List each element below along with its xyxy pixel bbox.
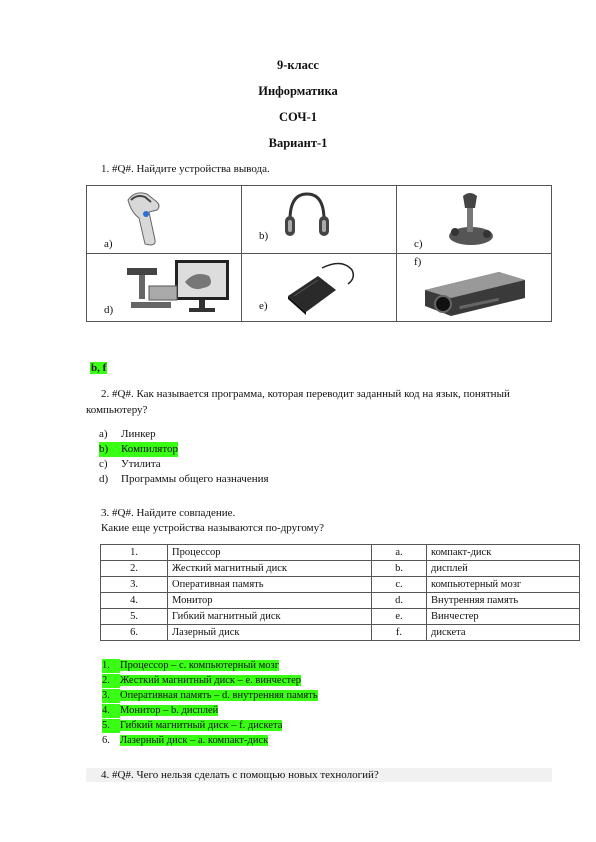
- matching-table: [100, 544, 580, 641]
- cell-b: [242, 186, 397, 254]
- match-letter: e.: [372, 609, 427, 625]
- grade-title: 9-класс: [277, 58, 319, 72]
- table-row: [101, 625, 580, 641]
- external-hard-drive-icon: [282, 256, 362, 316]
- q1-answer: b, f: [91, 362, 107, 374]
- q3-answer-item: 1. Процессор – c. компьютерный мозг: [102, 660, 279, 671]
- exam-title: СОЧ-1: [278, 110, 318, 124]
- projector-icon: [419, 266, 529, 318]
- question-2-line2: компьютеру?: [86, 404, 148, 416]
- match-letter: a.: [372, 545, 427, 561]
- row-number: 5.: [101, 609, 168, 625]
- question-1-text: 1. #Q#. Найдите устройства вывода.: [101, 163, 270, 175]
- alt-name: дисплей: [427, 561, 580, 577]
- table-row: [101, 561, 580, 577]
- label-f: f): [414, 256, 422, 268]
- device-name: Гибкий магнитный диск: [168, 609, 372, 625]
- cell-c: [397, 186, 552, 254]
- match-letter: d.: [372, 593, 427, 609]
- row-number: 3.: [101, 577, 168, 593]
- q3-answer-item: 6. Лазерный диск – a. компакт-диск: [102, 735, 269, 746]
- row-number: 1.: [101, 545, 168, 561]
- match-letter: c.: [372, 577, 427, 593]
- variant-title: Вариант-1: [268, 136, 328, 150]
- table-row: [101, 577, 580, 593]
- q3-answer-item: 2. Жесткий магнитный диск – e. винчестер: [102, 675, 301, 686]
- device-name: Лазерный диск: [168, 625, 372, 641]
- alt-name: компьютерный мозг: [427, 577, 580, 593]
- cell-a: [87, 186, 242, 254]
- label-d: d): [104, 304, 114, 316]
- device-name: Процессор: [168, 545, 372, 561]
- device-image-table: [86, 185, 552, 322]
- match-letter: f.: [372, 625, 427, 641]
- question-2-line1: 2. #Q#. Как называется программа, которая переводит заданный код на язык, понятный: [101, 388, 510, 400]
- table-row: [101, 609, 580, 625]
- device-name: Монитор: [168, 593, 372, 609]
- device-name: Жесткий магнитный диск: [168, 561, 372, 577]
- option-c: c) Утилита: [99, 458, 161, 470]
- question-4-text: 4. #Q#. Чего нельзя сделать с помощью новых технологий?: [101, 769, 379, 781]
- cell-d: [87, 254, 242, 322]
- q3-answer-item: 5. Гибкий магнитный диск – f. дискета: [102, 720, 283, 731]
- table-row: [101, 545, 580, 561]
- alt-name: Винчестер: [427, 609, 580, 625]
- label-b: b): [259, 230, 269, 242]
- alt-name: компакт-диск: [427, 545, 580, 561]
- option-b: b) Компилятор: [99, 443, 179, 455]
- alt-name: Внутренняя память: [427, 593, 580, 609]
- row-number: 6.: [101, 625, 168, 641]
- question-3-line1: 3. #Q#. Найдите совпадение.: [101, 507, 236, 519]
- question-3-line2: Какие еще устройства называются по-другому?: [101, 522, 325, 534]
- joystick-icon: [437, 188, 499, 250]
- device-name: Оперативная память: [168, 577, 372, 593]
- q3-answer-item: 4. Монитор – b. дисплей: [102, 705, 219, 716]
- table-row: [101, 593, 580, 609]
- q3-answer-item: 3. Оперативная память – d. внутренняя память: [102, 690, 318, 701]
- option-a: a) Линкер: [99, 428, 156, 440]
- headphones-icon: [280, 188, 334, 242]
- subject-title: Информатика: [258, 84, 338, 98]
- barcode-scanner-icon: [123, 188, 183, 248]
- label-c: c): [414, 238, 423, 250]
- row-number: 2.: [101, 561, 168, 577]
- cell-e: [242, 254, 397, 322]
- label-e: e): [259, 300, 268, 312]
- cell-f: [397, 254, 552, 322]
- 3d-scanner-monitor-icon: [123, 258, 231, 318]
- row-number: 4.: [101, 593, 168, 609]
- option-d: d) Программы общего назначения: [99, 473, 269, 485]
- label-a: a): [104, 238, 113, 250]
- match-letter: b.: [372, 561, 427, 577]
- alt-name: дискета: [427, 625, 580, 641]
